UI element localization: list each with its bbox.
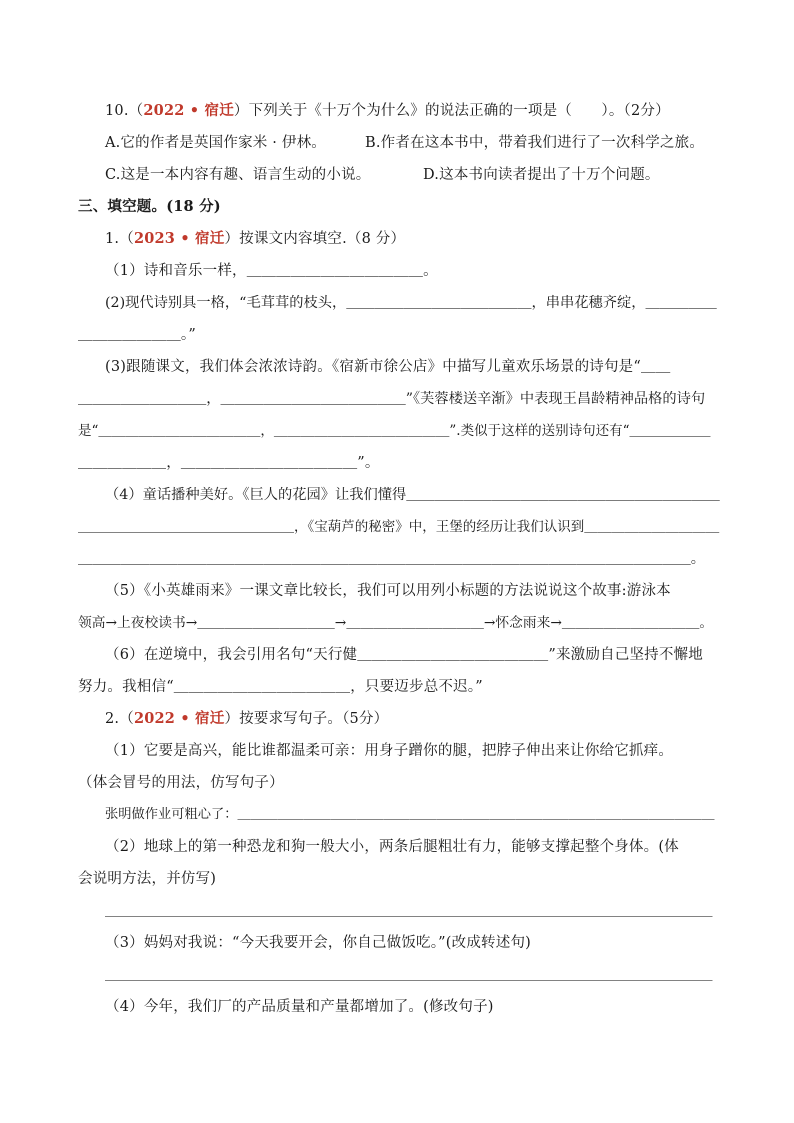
s2-line-7: （3）妈妈对我说：“今天我要开会，你自己做饭吃。”(改成转述句) [105, 935, 532, 951]
s2-source: 2022 • 宿迁 [133, 710, 225, 727]
s1-text: ）按课文内容填空.（8 分） [224, 231, 406, 247]
q10-option-d: D.这本书向读者提出了十万个问题。 [423, 167, 660, 183]
q10-option-a: A.它的作者是英国作家米 · 伊林。 [105, 135, 327, 151]
s2-text: ）按要求写句子。（5分） [224, 711, 389, 727]
s1-stem [105, 229, 405, 249]
s2-line-1: （1）它要是高兴，能比谁都温柔可亲：用身子蹭你的腿，把脖子伸出来让你给它抓痒。 [105, 743, 674, 759]
s2-answer-line-1: ＿＿＿＿＿＿＿＿＿＿＿＿＿＿＿＿＿＿＿＿＿＿＿＿＿＿＿＿＿＿＿＿＿＿＿＿＿＿＿＿＿＿＿＿＿ [105, 903, 713, 919]
s2-stem [105, 709, 388, 729]
s1-line-12: 领高→上夜校读书→＿＿＿＿＿＿＿＿＿＿→＿＿＿＿＿＿＿＿＿＿→怀念雨来→＿＿＿＿＿＿＿＿＿＿。 [78, 615, 714, 631]
s1-line-7: ＿＿＿＿＿＿，＿＿＿＿＿＿＿＿＿＿＿＿”。 [78, 455, 380, 471]
s2-number: 2.（ [105, 711, 134, 727]
q10-stem [105, 101, 670, 121]
s1-line-6: 是“＿＿＿＿＿＿＿＿＿＿＿＿，＿＿＿＿＿＿＿＿＿＿＿＿＿”.类似于这样的送别诗句还有“＿＿＿＿＿＿ [78, 423, 711, 439]
s1-source: 2023 • 宿迁 [133, 230, 225, 247]
section-title: 三、填空题。(18 分) [78, 198, 221, 215]
s1-line-9: ＿＿＿＿＿＿＿＿＿＿＿＿＿＿＿＿，《宝葫芦的秘密》中，王堡的经历让我们认识到＿＿＿＿＿＿＿＿＿＿ [78, 519, 720, 535]
q10-option-c: C.这是一本内容有趣、语言生动的小说。 [105, 167, 371, 183]
s1-number: 1.（ [105, 231, 134, 247]
s1-line-5: ＿＿＿＿＿＿＿＿＿，＿＿＿＿＿＿＿＿＿＿＿＿＿”《芙蓉楼送辛渐》中表现王昌龄精神品格的诗句 [78, 391, 706, 407]
s1-line-2: (2)现代诗别具一格，“毛茸茸的枝头，＿＿＿＿＿＿＿＿＿＿＿＿＿，串串花穗齐绽，＿＿＿＿＿ [105, 295, 717, 311]
s2-line-2: （体会冒号的用法，仿写句子） [78, 775, 284, 791]
q10-option-b: B.作者在这本书中，带着我们进行了一次科学之旅。 [365, 135, 705, 151]
s1-line-11: （5）《小英雄雨来》一课文章比较长，我们可以用列小标题的方法说说这个故事:游泳本 [105, 583, 671, 599]
s1-line-8: （4）童话播种美好。《巨人的花园》让我们懂得＿＿＿＿＿＿＿＿＿＿＿＿＿＿＿＿＿＿＿＿＿＿ [105, 487, 720, 503]
s1-line-1: （1）诗和音乐一样，＿＿＿＿＿＿＿＿＿＿＿＿。 [105, 263, 438, 279]
s1-line-3: ＿＿＿＿＿＿＿。” [78, 327, 196, 343]
s2-line-3: 张明做作业可粗心了：＿＿＿＿＿＿＿＿＿＿＿＿＿＿＿＿＿＿＿＿＿＿＿＿＿＿＿＿＿＿＿＿＿＿＿＿ [105, 807, 715, 822]
s1-line-14: 努力。我相信“＿＿＿＿＿＿＿＿＿＿＿＿，只要迈步总不迟。” [78, 679, 483, 695]
s2-answer-line-2: ＿＿＿＿＿＿＿＿＿＿＿＿＿＿＿＿＿＿＿＿＿＿＿＿＿＿＿＿＿＿＿＿＿＿＿＿＿＿＿＿＿＿＿＿＿ [105, 967, 713, 983]
s1-line-4: (3)跟随课文，我们体会浓浓诗韵。《宿新市徐公店》中描写儿童欢乐场景的诗句是“＿＿ [105, 359, 671, 375]
s1-line-10: ＿＿＿＿＿＿＿＿＿＿＿＿＿＿＿＿＿＿＿＿＿＿＿＿＿＿＿＿＿＿＿＿＿＿＿＿＿＿＿＿＿＿＿。 [78, 551, 706, 567]
s1-line-13: （6）在逆境中，我会引用名句“天行健＿＿＿＿＿＿＿＿＿＿＿＿＿”来激励自己坚持不懈地 [105, 647, 703, 663]
s2-line-4: （2）地球上的第一种恐龙和狗一般大小，两条后腿粗壮有力，能够支撑起整个身体。(体 [105, 839, 679, 855]
q10-source: 2022 • 宿迁 [143, 102, 234, 119]
s2-line-9: （4）今年，我们厂的产品质量和产量都增加了。(修改句子) [105, 999, 494, 1015]
s2-line-5: 会说明方法，并仿写) [78, 871, 217, 887]
q10-text: ）下列关于《十万个为什么》的说法正确的一项是（ ）。（2分） [233, 103, 670, 119]
q10-number: 10.（ [105, 103, 144, 119]
